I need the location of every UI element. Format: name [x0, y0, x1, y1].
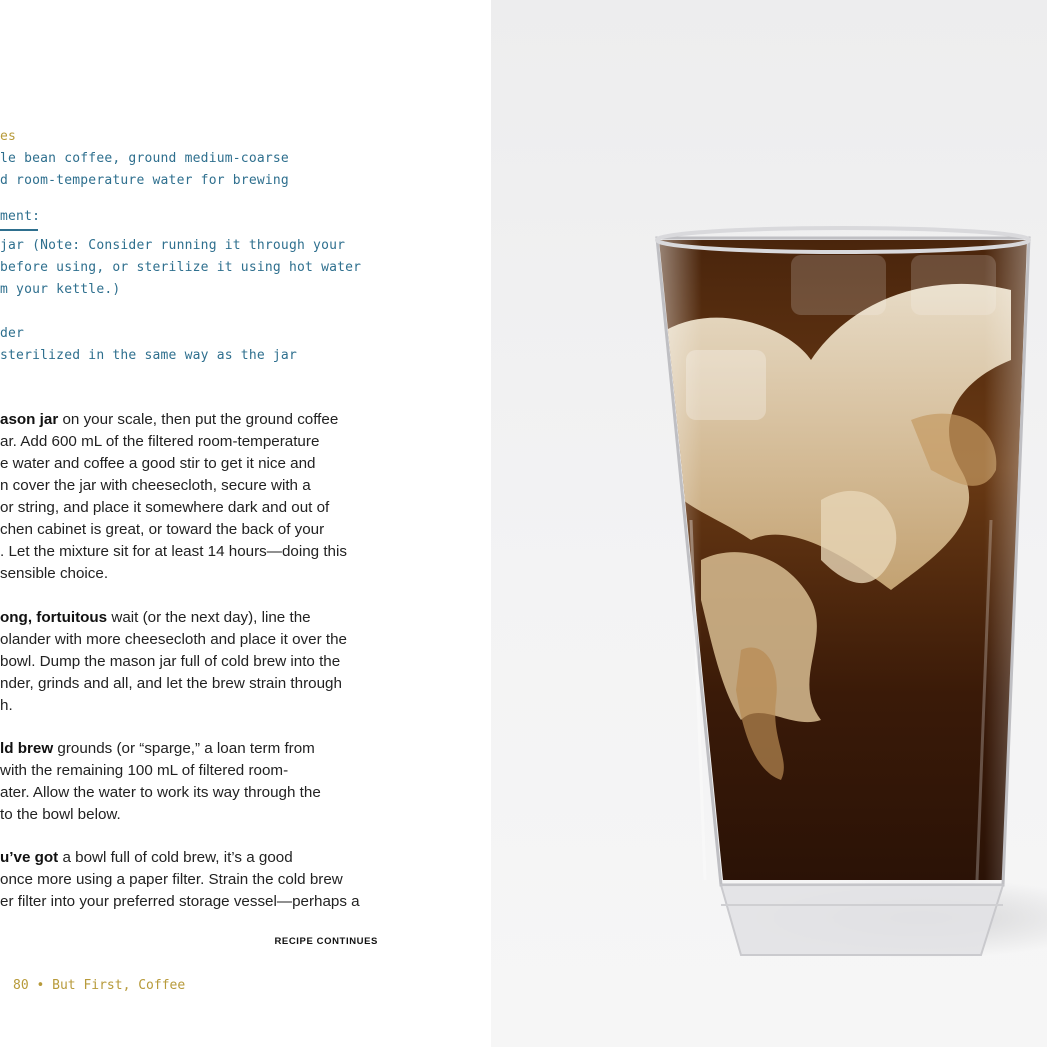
- recipe-page: [0, 0, 491, 1047]
- page-folio: 80 • But First, Coffee: [13, 978, 186, 993]
- step-lead: ld brew: [0, 740, 54, 757]
- method-step-3: [0, 738, 380, 826]
- step-text: with the remaining 100 mL of filtered room-: [0, 762, 289, 779]
- equipment-line: m your kettle.): [0, 282, 121, 297]
- iced-coffee-photo: [491, 0, 1047, 1047]
- step-text: once more using a paper filter. Strain the cold brew: [0, 871, 343, 888]
- step-text: grounds (or “sparge,” a loan term from: [53, 740, 315, 757]
- step-text: . Let the mixture sit for at least 14 hours—doing this: [0, 543, 347, 560]
- step-text: a bowl full of cold brew, it’s a good: [58, 849, 293, 866]
- glass-base: [721, 885, 1003, 955]
- step-text: chen cabinet is great, or toward the back of your: [0, 521, 325, 538]
- equipment-line: before using, or sterilize it using hot water: [0, 260, 362, 275]
- step-lead: ong, fortuitous: [0, 609, 108, 626]
- step-text: e water and coffee a good stir to get it nice and: [0, 455, 316, 472]
- step-text: wait (or the next day), line the: [107, 609, 311, 626]
- step-text: h.: [0, 697, 13, 714]
- recipe-continues-label: RECIPE CONTINUES: [274, 936, 378, 947]
- step-text: bowl. Dump the mason jar full of cold brew into the: [0, 653, 341, 670]
- step-text: to the bowl below.: [0, 806, 121, 823]
- equipment-heading: ment:: [0, 209, 41, 224]
- step-text: n cover the jar with cheesecloth, secure with a: [0, 477, 311, 494]
- ingredients-heading-fragment: es: [0, 129, 17, 144]
- step-text: nder, grinds and all, and let the brew strain through: [0, 675, 342, 692]
- method-step-1: [0, 409, 380, 585]
- ingredient-line: d room-temperature water for brewing: [0, 173, 289, 188]
- ingredient-line: le bean coffee, ground medium-coarse: [0, 151, 289, 166]
- equipment-line: sterilized in the same way as the jar: [0, 348, 297, 363]
- step-text: on your scale, then put the ground coffee: [58, 411, 339, 428]
- step-lead: u’ve got: [0, 849, 59, 866]
- step-lead: ason jar: [0, 411, 59, 428]
- method-step-2: [0, 607, 380, 717]
- step-text: er filter into your preferred storage vessel—perhaps a: [0, 893, 360, 910]
- step-text: olander with more cheesecloth and place it over the: [0, 631, 347, 648]
- step-text: ar. Add 600 mL of the filtered room-temperature: [0, 433, 320, 450]
- equipment-heading-underline: [0, 229, 38, 231]
- step-text: ater. Allow the water to work its way through the: [0, 784, 321, 801]
- equipment-line: jar (Note: Consider running it through your: [0, 238, 346, 253]
- photo-page: [491, 0, 1047, 1047]
- step-text: sensible choice.: [0, 565, 109, 582]
- equipment-line: der: [0, 326, 25, 341]
- glass-outline: [657, 238, 1029, 885]
- method-step-4: [0, 847, 380, 913]
- step-text: or string, and place it somewhere dark and out of: [0, 499, 330, 516]
